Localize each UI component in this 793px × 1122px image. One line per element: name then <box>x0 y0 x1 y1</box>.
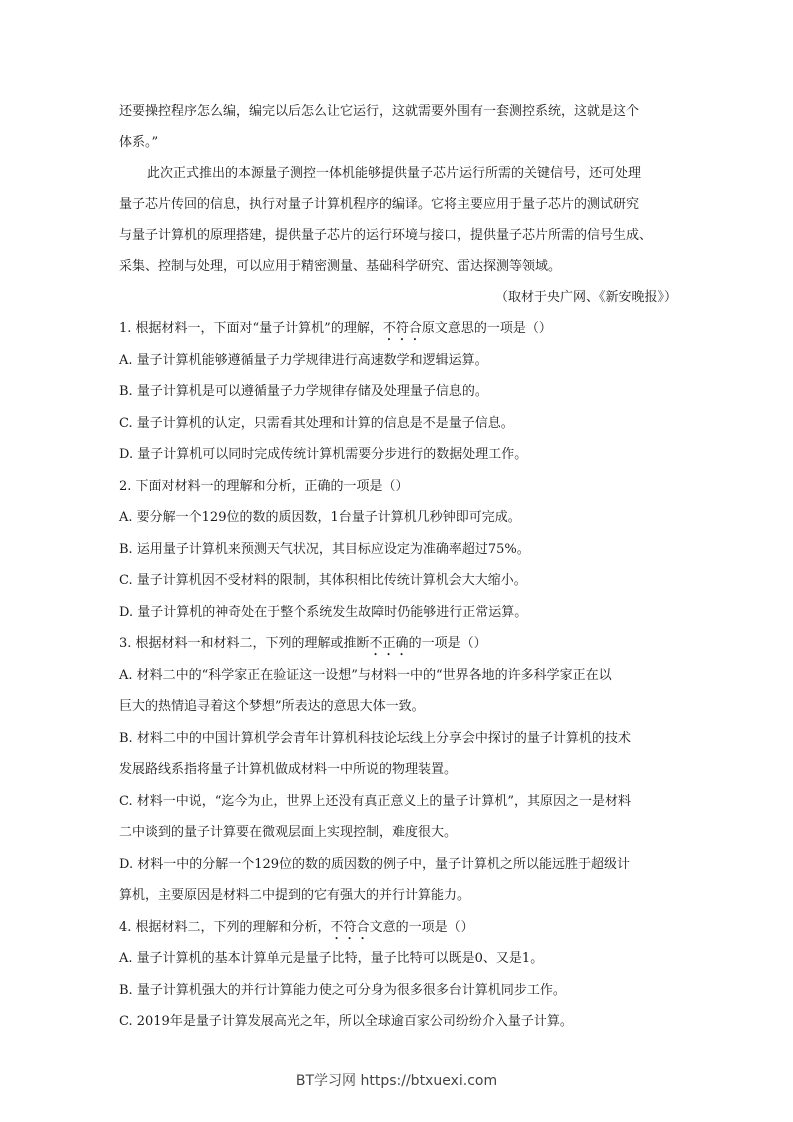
question-1-option-a: A. 量子计算机能够遵循量子力学规律进行高速数学和逻辑运算。 <box>119 352 488 368</box>
passage-line: 与量子计算机的原理搭建，提供量子芯片的运行环境与接口，提供量子芯片所需的信号生成、 <box>119 228 653 243</box>
question-3-option-b: B. 材料二中的中国计算机学会青年计算机科技论坛线上分享会中探讨的量子计算机的技术 <box>119 730 631 746</box>
question-3-option-c: C. 材料一中说，“迄今为止，世界上还没有真正意义上的量子计算机”，其原因之一是材料 <box>119 793 632 809</box>
question-3-stem: 3. 根据材料一和材料二，下列的理解或推断不正确的一项是（） <box>119 636 487 651</box>
question-3-option-a-cont: 巨大的热情追寻着这个梦想”所表达的意思大体一致。 <box>119 699 425 714</box>
question-1-option-c: C. 量子计算机的认定，只需看其处理和计算的信息是不是量子信息。 <box>119 415 514 431</box>
question-2-option-d: D. 量子计算机的神奇处在于整个系统发生故障时仍能够进行正常运算。 <box>119 604 528 620</box>
question-3-option-d-cont: 算机，主要原因是材料二中提到的它有强大的并行计算能力。 <box>119 888 471 903</box>
emphasis-text: 不符合 <box>382 321 422 336</box>
question-1-option-b: B. 量子计算机是可以遵循量子力学规律存储及处理量子信息的。 <box>119 384 488 399</box>
passage-line: 采集、控制与处理，可以应用于精密测量、基础科学研究、雷达探测等领域。 <box>119 259 562 274</box>
document-page <box>119 96 679 1038</box>
footer-watermark: BT学习网 https://btxuexi.com <box>295 1073 498 1089</box>
question-1-option-d: D. 量子计算机可以同时完成传统计算机需要分步进行的数据处理工作。 <box>119 447 528 462</box>
question-2-option-b: B. 运用量子计算机来预测天气状况，其目标应设定为准确率超过75%。 <box>119 541 530 557</box>
passage-line: 此次正式推出的本源量子测控一体机能够提供量子芯片运行所需的关键信号，还可处理 <box>147 166 642 181</box>
question-3-option-d: D. 材料一中的分解一个129位的数的质因数的例子中，量子计算机之所以能远胜于超级计 <box>119 856 631 872</box>
question-2-stem: 2. 下面对材料一的理解和分析，正确的一项是（） <box>119 478 409 494</box>
question-2-option-c: C. 量子计算机因不受材料的限制，其体积相比传统计算机会大大缩小。 <box>119 573 527 588</box>
passage-line: 体系。” <box>119 135 159 150</box>
passage-line: 还要操控程序怎么编，编完以后怎么让它运行，这就需要外围有一套测控系统，这就是这个 <box>119 104 640 119</box>
question-3-option-a: A. 材料二中的“科学家正在验证这一设想”与材料一中的“世界各地的许多科学家正在以 <box>119 667 612 683</box>
question-4-option-a: A. 量子计算机的基本计算单元是量子比特，量子比特可以既是0、又是1。 <box>119 951 544 966</box>
question-1-stem: 1. 根据材料一，下面对“量子计算机”的理解，不符合原文意思的一项是（） <box>119 321 552 336</box>
question-3-option-b-cont: 发展路线系指将量子计算机做成材料一中所说的物理装置。 <box>119 762 458 777</box>
passage-line: 量子芯片传回的信息，执行对量子计算机程序的编译。它将主要应用于量子芯片的测试研究 <box>119 197 640 212</box>
emphasis-text: 不符合 <box>330 919 370 935</box>
question-4-option-c: C. 2019年是量子计算发展高光之年，所以全球逾百家公司纷纷介入量子计算。 <box>119 1014 573 1029</box>
question-4-option-b: B. 量子计算机强大的并行计算能力使之可分身为很多很多台计算机同步工作。 <box>119 982 566 998</box>
emphasis-text: 不正确 <box>369 636 409 651</box>
question-3-option-c-cont: 二中谈到的量子计算要在微观层面上实现控制，难度很大。 <box>119 825 458 840</box>
question-2-option-a: A. 要分解一个129位的数的质因数，1台量子计算机几秒钟即可完成。 <box>119 510 521 525</box>
source-citation: （取材于央广网、《新安晚报》） <box>494 290 677 305</box>
question-4-stem: 4. 根据材料二，下列的理解和分析，不符合文意的一项是（） <box>119 919 474 935</box>
